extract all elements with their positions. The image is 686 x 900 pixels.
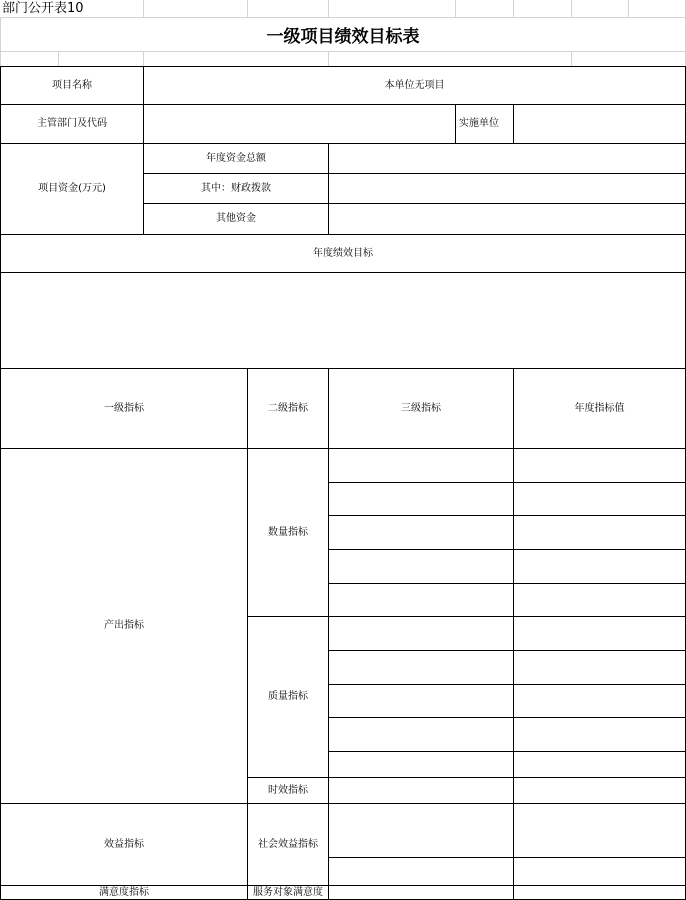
target-value-cell[interactable]	[513, 549, 686, 584]
gridline	[571, 51, 572, 66]
level3-cell[interactable]	[328, 482, 514, 516]
gridline	[328, 51, 329, 66]
funds-total-label: 年度资金总额	[143, 143, 329, 174]
gridline	[455, 0, 456, 17]
target-value-cell[interactable]	[513, 751, 686, 778]
project-name-label: 项目名称	[0, 66, 144, 105]
level3-cell[interactable]	[328, 515, 514, 550]
target-value-cell[interactable]	[513, 482, 686, 516]
impl-unit-value[interactable]	[513, 104, 686, 144]
level1-benefit: 效益指标	[0, 803, 248, 886]
level3-cell[interactable]	[328, 777, 514, 804]
gridline	[143, 51, 144, 66]
level3-cell[interactable]	[328, 885, 514, 900]
level3-cell[interactable]	[328, 616, 514, 651]
target-value-cell[interactable]	[513, 717, 686, 752]
header-target-value: 年度指标值	[513, 368, 686, 449]
funds-label: 项目资金(万元)	[0, 143, 144, 235]
level3-cell[interactable]	[328, 684, 514, 718]
target-value-cell[interactable]	[513, 448, 686, 483]
gridline	[328, 0, 329, 17]
level1-satisfaction: 满意度指标	[0, 885, 248, 900]
gridline	[513, 0, 514, 17]
funds-fiscal-label: 其中：财政拨款	[143, 173, 329, 204]
header-level1: 一级指标	[0, 368, 248, 449]
header-level3: 三级指标	[328, 368, 514, 449]
funds-other-label: 其他资金	[143, 203, 329, 235]
target-value-cell[interactable]	[513, 583, 686, 617]
header-level2: 二级指标	[247, 368, 329, 449]
dept-code-value[interactable]	[143, 104, 456, 144]
gridline	[58, 51, 59, 66]
gridline	[571, 0, 572, 17]
target-value-cell[interactable]	[513, 777, 686, 804]
funds-total-value[interactable]	[328, 143, 686, 174]
gridline	[143, 0, 144, 17]
level2-timeliness: 时效指标	[247, 777, 329, 804]
project-name-value[interactable]: 本单位无项目	[143, 66, 686, 105]
level2-quantity: 数量指标	[247, 448, 329, 617]
annual-goal-label: 年度绩效目标	[0, 234, 686, 273]
gridline	[247, 0, 248, 17]
sheet-label: 部门公开表10	[2, 1, 84, 16]
dept-code-label: 主管部门及代码	[0, 104, 144, 144]
funds-other-value[interactable]	[328, 203, 686, 235]
impl-unit-label: 实施单位	[455, 104, 514, 144]
target-value-cell[interactable]	[513, 616, 686, 651]
level3-cell[interactable]	[328, 803, 514, 858]
level3-cell[interactable]	[328, 583, 514, 617]
table-title: 一级项目绩效目标表	[266, 27, 420, 47]
level3-cell[interactable]	[328, 650, 514, 685]
gridline	[628, 0, 629, 17]
target-value-cell[interactable]	[513, 650, 686, 685]
gridline	[0, 51, 686, 52]
level1-output: 产出指标	[0, 448, 248, 804]
level3-cell[interactable]	[328, 751, 514, 778]
target-value-cell[interactable]	[513, 515, 686, 550]
level3-cell[interactable]	[328, 549, 514, 584]
target-value-cell[interactable]	[513, 684, 686, 718]
target-value-cell[interactable]	[513, 885, 686, 900]
level2-service-satisfaction: 服务对象满意度	[247, 885, 329, 900]
target-value-cell[interactable]	[513, 803, 686, 858]
level2-quality: 质量指标	[247, 616, 329, 778]
level3-cell[interactable]	[328, 857, 514, 886]
funds-fiscal-value[interactable]	[328, 173, 686, 204]
level3-cell[interactable]	[328, 717, 514, 752]
annual-goal-content[interactable]	[0, 272, 686, 369]
target-value-cell[interactable]	[513, 857, 686, 886]
level3-cell[interactable]	[328, 448, 514, 483]
level2-social-benefit: 社会效益指标	[247, 803, 329, 886]
